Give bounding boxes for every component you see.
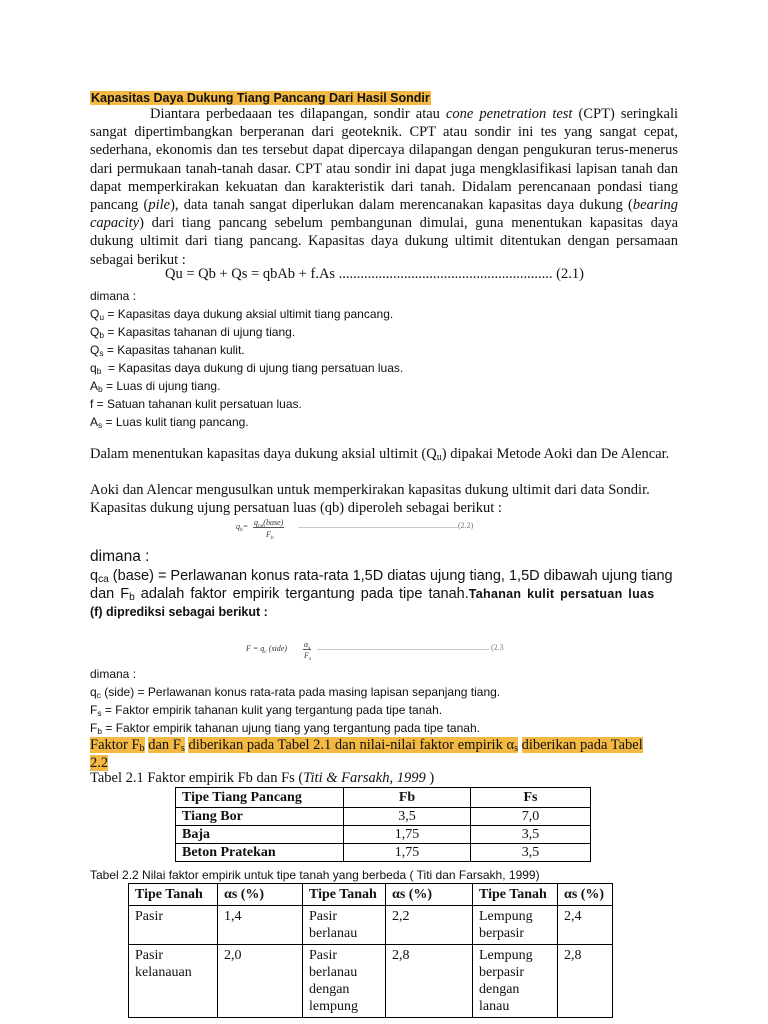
definition-item: $F_s$ = Faktor empirik tahanan kulit yang tergantung pada tipe tanah. [90, 703, 443, 718]
table-cell: 3,5 [471, 826, 591, 844]
definition-item: $Q_s$ = Kapasitas tahanan kulit. [90, 343, 245, 358]
table-cell: 2,2 [386, 906, 473, 945]
table-2-1 [175, 787, 591, 862]
column-header: αs (%) [558, 884, 613, 906]
table-cell: Baja [176, 826, 344, 844]
column-header: Tipe Tanah [129, 884, 218, 906]
document-page: Kapasitas Daya Dukung Tiang Pancang Dari Hasil Sondir Diantara perbedaaan tes dilapangan, sondir atau cone penetration test (CPT) seringkali sangat dipertimbangkan berperanan dari geoteknik. CPT atau sondir ini tes yang sangat cepat, sederhana, ekonomis dan tes tersebut dapat dipercaya dilapangan dengan pengukuran terus-menerus dari permukaan tanah-tanah dasar. CPT atau sondir ini dapat juga mengklasifikasi lapisan tanah dan dapat memperkirakan kekuatan dan karakteristik dari tanah. Didalam perencanaan pondasi tiang pancang (pile), data tanah sangat diperlukan dalam merencanakan kapasitas daya dukung (bearing capacity) dari tiang pancang sebelum pembangunan dimulai, guna menentukan kapasitas daya dukung ultimit dari tiang pancang. Kapasitas daya dukung ultimit ditentukan dengan persamaan sebagai berikut : Qu = Qb + Qs = qbAb + f.As ........................................................... (2.1) dimana : $Q_u$ = Kapasitas daya dukung aksial ultimit tiang pancang. $Q_b$ = Kapasitas tahanan di ujung tiang. $Q_s$ = Kapasitas tahanan kulit. $q_b$ = Kapasitas daya dukung di ujung tiang persatuan luas. $A_b$ = Luas di ujung tiang. f = Satuan tahanan kulit persatuan luas. $A_s$ = Luas kulit tiang pancang. Dalam menentukan kapasitas daya dukung aksial ultimit $(Q_u)$ dipakai Metode Aoki dan De Alencar. Aoki dan Alencar mengusulkan untuk memperkirakan kapasitas dukung ultimit dari data Sondir. Kapasitas dukung ujung persatuan luas (qb) diperoleh sebagai berikut : $q_b=$ $q_{ca}(base)$ $F_b$ ................................................................................(2.2) dimana : $q_{ca}$ (base) = Perlawanan konus rata-rata 1,5D diatas ujung tiang, 1,5D dibawah ujung tiang dan $F_b$ adalah faktor empirik tergantung pada tipe tanah.Tahanan kulit persatuan luas (f) diprediksi sebagai berikut : $F = q_c$ (side) $\alpha_s$ $F_s$ ...................................................................................... (2.3 dimana : $q_c$ (side) = Perlawanan konus rata-rata pada masing lapisan sepanjang tiang. $F_s$ = Faktor empirik tahanan kulit yang tergantung pada tipe tanah. $F_b$ = Faktor empirik tahanan ujung tiang yang tergantung pada tipe tanah. Faktor $F_b$ dan $F_s$ diberikan pada Tabel 2.1 dan nilai-nilai faktor empirik $\alpha_s$ diberikan pada Tabel 2.2 Tabel 2.1 Faktor empirik Fb dan Fs (Titi & Farsakh, 1999 ) Tipe Tiang Pancang Fb Fs Tiang Bor 3,5 7,0 Baja 1,75 3,5 Beton Pratekan 1,75 3,5 Tabel 2.2 Nilai faktor empirik untuk tipe tanah yang berbeda ( Titi dan Farsakh, 1999) Tipe Tanah αs (%) Tipe Tanah αs (%) Tipe Tanah αs (%) Pasir 1,4 Pasir berlanau 2,2 Lempung berpasir 2,4 Pasir kelanauan 2,0 Pasir berlanau dengan lempung 2,8 Lempung berpasir dengan lanau 2,8 [0, 0, 768, 1024]
definition-item: $F_b$ = Faktor empirik tahanan ujung tiang yang tergantung pada tipe tanah. [90, 721, 480, 736]
table-row [129, 906, 613, 945]
table-cell: 3,5 [344, 808, 471, 826]
where-label-2: dimana : [90, 548, 150, 565]
table-cell: Pasir berlanau [303, 906, 386, 945]
intro-paragraph: Diantara perbedaaan tes dilapangan, sondir atau cone penetration test (CPT) seringkali sangat dipertimbangkan berperanan dari geoteknik. CPT atau sondir ini tes yang sangat cepat, sederhana, ekonomis dan tes tersebut dapat dipercaya dilapangan dengan pengukuran terus-menerus dari permukaan tanah-tanah dasar. CPT atau sondir ini dapat juga mengklasifikasi lapisan tanah dan dapat memperkirakan kekuatan dan karakteristik dari tanah. Didalam perencanaan pondasi tiang pancang (pile), data tanah sangat diperlukan dalam merencanakan kapasitas daya dukung (bearing capacity) dari tiang pancang sebelum pembangunan dimulai, guna menentukan kapasitas daya dukung ultimit dari tiang pancang. Kapasitas daya dukung ultimit ditentukan dengan persamaan sebagai berikut : [90, 106, 679, 268]
table-row [176, 808, 591, 826]
table-header-row [129, 884, 613, 906]
table-cell: 2,0 [218, 945, 303, 1018]
table-cell: 2,8 [558, 945, 613, 1018]
definitions-list [90, 305, 403, 431]
column-header: Fs [471, 788, 591, 808]
aoki-paragraph: Aoki dan Alencar mengusulkan untuk memperkirakan kapasitas dukung ultimit dari data Sondir. [90, 482, 650, 498]
table-cell: 2,4 [558, 906, 613, 945]
column-header: αs (%) [386, 884, 473, 906]
table-header-row [176, 788, 591, 808]
definition-item: $A_s$ = Luas kulit tiang pancang. [90, 415, 249, 430]
definition-item: $A_b$ = Luas di ujung tiang. [90, 379, 221, 394]
equation-2-1: Qu = Qb + Qs = qbAb + f.As ........................................................... (2.1) [165, 266, 584, 282]
table-cell: 1,75 [344, 826, 471, 844]
definition-item: f = Satuan tahanan kulit persatuan luas. [90, 397, 302, 411]
column-header: Tipe Tanah [473, 884, 558, 906]
table-row [176, 826, 591, 844]
table1-caption: Tabel 2.1 Faktor empirik Fb dan Fs (Titi & Farsakh, 1999 ) [90, 770, 435, 786]
column-header: Tipe Tanah [303, 884, 386, 906]
qb-paragraph: Kapasitas dukung ujung persatuan luas (qb) diperoleh sebagai berikut : [90, 500, 502, 516]
table-cell: 1,75 [344, 844, 471, 862]
section-heading: Kapasitas Daya Dukung Tiang Pancang Dari Hasil Sondir [91, 91, 430, 105]
table-cell: 1,4 [218, 906, 303, 945]
where-label-3: dimana : [90, 667, 137, 681]
definition-item: $q_c$ (side) = Perlawanan konus rata-rata pada masing lapisan sepanjang tiang. [90, 685, 501, 700]
definition-item: $Q_b$ = Kapasitas tahanan di ujung tiang. [90, 325, 296, 340]
table-cell: Pasir berlanau dengan lempung [303, 945, 386, 1018]
definition-item: $q_b$ = Kapasitas daya dukung di ujung tiang persatuan luas. [90, 361, 404, 376]
qca-definition: $q_{ca}$ (base) = Perlawanan konus rata-rata 1,5D diatas ujung tiang, 1,5D dibawah ujung tiang dan $F_b$ adalah faktor empirik tergantung pada tipe tanah.Tahanan kulit persatuan luas (f) diprediksi sebagai berikut : [90, 568, 673, 619]
table-2-2 [128, 883, 613, 1018]
table-cell: 2,8 [386, 945, 473, 1018]
column-header: Tipe Tiang Pancang [176, 788, 344, 808]
table-row [176, 844, 591, 862]
table-cell: Lempung berpasir dengan lanau [473, 945, 558, 1018]
table-cell: 7,0 [471, 808, 591, 826]
table-cell: 3,5 [471, 844, 591, 862]
where-label: dimana : [90, 289, 137, 303]
definition-item: $Q_u$ = Kapasitas daya dukung aksial ultimit tiang pancang. [90, 307, 394, 322]
highlighted-note: Faktor $F_b$ dan $F_s$ diberikan pada Tabel 2.1 dan nilai-nilai faktor empirik $\alpha_s$ diberikan pada Tabel 2.2 [90, 737, 643, 771]
table-cell: Tiang Bor [176, 808, 344, 826]
table-cell: Pasir [129, 906, 218, 945]
table-cell: Beton Pratekan [176, 844, 344, 862]
method-paragraph: Dalam menentukan kapasitas daya dukung aksial ultimit $(Q_u)$ dipakai Metode Aoki dan De Alencar. [90, 446, 670, 463]
table2-caption: Tabel 2.2 Nilai faktor empirik untuk tipe tanah yang berbeda ( Titi dan Farsakh, 1999) [90, 868, 540, 882]
table-cell: Pasir kelanauan [129, 945, 218, 1018]
table-row [129, 945, 613, 1018]
column-header: Fb [344, 788, 471, 808]
definitions-list-2 [90, 683, 500, 737]
column-header: αs (%) [218, 884, 303, 906]
table-cell: Lempung berpasir [473, 906, 558, 945]
